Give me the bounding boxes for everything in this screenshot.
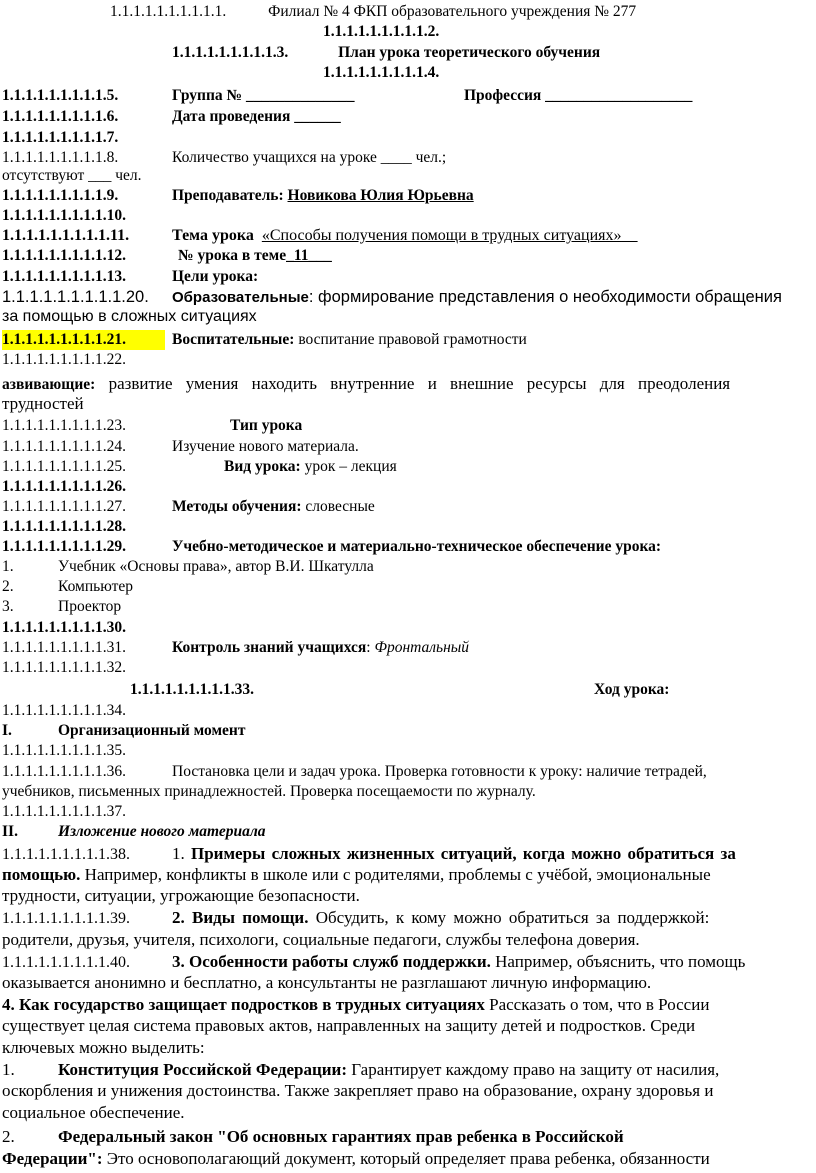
developmental-text-cont: трудностей [2, 394, 84, 413]
educational-text-cont: за помощью в сложных ситуациях [2, 308, 257, 325]
outline-number: 1.1.1.1.1.1.1.1.1.20. [2, 288, 149, 306]
outline-number: 1.1.1.1.1.1.1.1.1.13. [2, 268, 126, 285]
lesson-type-value-line [2, 437, 814, 457]
topic-line: 1.1.1.1.1.1.1.1.1.11. Тема урока «Способы получения помощи в трудных ситуациях»__ [2, 227, 638, 244]
outline-number: 1.1.1.1.1.1.1.1.1.26. [2, 478, 126, 495]
outline-number: 1.1.1.1.1.1.1.1.1.10. [2, 207, 126, 224]
outline-number: 1.1.1.1.1.1.1.1.1.22. [2, 351, 126, 368]
lesson-type-value: Изучение нового материала. [172, 438, 359, 455]
support-label: Учебно-методическое и материально-техническое обеспечение урока: [172, 538, 662, 555]
outline-number: 1.1.1.1.1.1.1.1.1.34. [2, 702, 126, 719]
list-heading: Конституция Российской Федерации: [58, 1060, 347, 1079]
list-number: 2. [2, 578, 14, 595]
list-number: 1. [2, 1060, 15, 1079]
stage-number: II. [2, 823, 18, 840]
outline-number: 1.1.1.1.1.1.1.1.1.21. [2, 330, 165, 350]
outline-number: 1.1.1.1.1.1.1.1.1.2. [323, 23, 440, 40]
list-text: Это основополагающий документ, который определяет права ребенка, обязанности [106, 1149, 710, 1168]
upbringing-line [2, 330, 814, 350]
paragraph-line [2, 908, 814, 929]
paragraph-heading: 3. Особенности работы служб поддержки. [172, 952, 491, 971]
paragraph-line [2, 995, 814, 1015]
stage-text-line [2, 762, 814, 782]
developmental-label: азвивающие: [2, 376, 96, 393]
list-text: Учебник «Основы права», автор В.И. Шкатулла [58, 558, 374, 575]
teacher-name: Новикова Юлия Юрьевна [287, 187, 474, 204]
date-line [2, 107, 814, 127]
outline-number: 1.1.1.1.1.1.1.1.1.40. [2, 954, 130, 971]
outline-number: 1.1.1.1.1.1.1.1.1.1. [110, 3, 227, 20]
stage-title: Организационный момент [58, 722, 246, 739]
list-item [2, 597, 814, 617]
goals-label: Цели урока: [172, 268, 259, 285]
plan-title: План урока теоретического обучения [338, 44, 601, 61]
control-label: Контроль знаний учащихся [172, 639, 367, 656]
outline-number: 1.1.1.1.1.1.1.1.1.6. [2, 108, 119, 125]
group-field: Группа № ______________ [172, 87, 355, 104]
outline-number: 1.1.1.1.1.1.1.1.1.37. [2, 803, 126, 820]
lesson-type-line [2, 416, 814, 436]
outline-number: 1.1.1.1.1.1.1.1.1.5. [2, 87, 119, 104]
outline-number: 1.1.1.1.1.1.1.1.1.8. [2, 149, 119, 166]
outline-number: 1.1.1.1.1.1.1.1.1.31. [2, 639, 126, 656]
control-colon: : [366, 639, 371, 656]
stage-title: Изложение нового материала [58, 823, 266, 840]
paragraph-text: Например, конфликты в школе или с родителями, проблемы с учёбой, эмоциональные [84, 865, 711, 884]
paragraph-text: ключевых можно выделить: [2, 1038, 205, 1057]
paragraph-text: оказывается анонимно и бесплатно, а консультанты не разглашают личную информацию. [2, 973, 652, 992]
list-text: социальное обеспечение. [2, 1103, 185, 1122]
outline-number: 1.1.1.1.1.1.1.1.1.27. [2, 498, 126, 515]
stage-text-cont: учебников, письменных принадлежностей. Проверка посещаемости по журналу. [2, 783, 536, 800]
methods-line [2, 497, 814, 517]
list-item [2, 1060, 814, 1080]
plan-title-line [172, 43, 814, 63]
list-heading: Федерации": [2, 1149, 103, 1168]
control-value: Фронтальный [374, 639, 470, 656]
educational-text: : формирование представления о необходимости обращения [308, 288, 782, 306]
outline-number: 1.1.1.1.1.1.1.1.1.3. [172, 44, 289, 61]
outline-number: 1.1.1.1.1.1.1.1.1.25. [2, 458, 126, 475]
paragraph-text: существует целая система правовых актов, направленных на защиту детей и подростков. Среди [2, 1016, 696, 1035]
students-line [2, 148, 814, 168]
stage-heading [2, 822, 814, 842]
paragraph-line [2, 865, 814, 885]
lesson-course-line [130, 680, 814, 700]
lesson-course-label: Ход урока: [594, 681, 670, 698]
list-number: 2. [2, 1127, 15, 1146]
list-item [2, 577, 814, 597]
list-item [2, 557, 814, 577]
topic-value: «Способы получения помощи в трудных ситуациях» [261, 227, 622, 244]
list-number: 3. [2, 598, 14, 615]
paragraph-heading: 2. Виды помощи. [172, 908, 309, 927]
outline-number: 1.1.1.1.1.1.1.1.1.36. [2, 763, 126, 780]
lesson-type-label: Тип урока [230, 417, 303, 434]
date-field: Дата проведения ______ [172, 108, 341, 125]
branch-name: Филиал № 4 ФКП образовательного учреждения № 277 [268, 3, 637, 20]
control-line [2, 638, 814, 658]
outline-number: 1.1.1.1.1.1.1.1.1.24. [2, 438, 126, 455]
outline-number: 1.1.1.1.1.1.1.1.1.9. [2, 187, 119, 204]
outline-number: 1.1.1.1.1.1.1.1.1.35. [2, 742, 126, 759]
outline-number: 1.1.1.1.1.1.1.1.1.32. [2, 659, 126, 676]
students-field: Количество учащихся на уроке ____ чел.; [172, 149, 447, 166]
outline-number: 1.1.1.1.1.1.1.1.1.28. [2, 518, 126, 535]
paragraph-text: Например, объяснить, что помощь [495, 952, 746, 971]
paragraph-text: родители, друзья, учителя, психологи, социальные педагоги, службы телефона доверия. [2, 930, 640, 949]
profession-field: Профессия ___________________ [464, 87, 693, 104]
lesson-num-value: 11 [293, 247, 309, 264]
outline-number: 1.1.1.1.1.1.1.1.1.23. [2, 417, 126, 434]
list-item [2, 1127, 814, 1147]
list-item [2, 1149, 814, 1169]
paragraph-text: Рассказать о том, что в России [489, 995, 710, 1014]
lesson-kind-line [2, 457, 814, 477]
group-line [2, 86, 814, 106]
paragraph-heading: Примеры сложных жизненных ситуаций, когда можно обратиться за [191, 844, 736, 863]
outline-number: 1.1.1.1.1.1.1.1.1.33. [130, 681, 254, 698]
list-text: Проектор [58, 598, 122, 615]
developmental-line [2, 374, 814, 395]
developmental-text: развитие умения находить внутренние и внешние ресурсы для преодоления [108, 374, 731, 393]
goals-line [2, 267, 814, 287]
outline-number: 1.1.1.1.1.1.1.1.1.30. [2, 619, 126, 636]
outline-number: 1.1.1.1.1.1.1.1.1.12. [2, 247, 126, 264]
topic-label: Тема урока [172, 227, 254, 244]
paragraph-number: 1. [172, 844, 185, 863]
paragraph-text: Обсудить, к кому можно обратиться за поддержкой: [315, 908, 710, 927]
stage-heading [2, 721, 814, 741]
upbringing-text: воспитание правовой грамотности [298, 331, 527, 348]
methods-value: словесные [305, 498, 375, 515]
outline-number: 1.1.1.1.1.1.1.1.1.4. [323, 64, 440, 81]
lesson-kind-label: Вид урока: [224, 458, 301, 475]
list-text: оскорбления и унижения достоинства. Также закрепляет право на образование, охрану здоровья и [2, 1081, 714, 1100]
list-heading: Федеральный закон "Об основных гарантиях прав ребенка в Российской [58, 1127, 624, 1146]
stage-text: Постановка цели и задач урока. Проверка готовности к уроку: наличие тетрадей, [172, 763, 707, 780]
paragraph-heading: 4. Как государство защищает подростков в трудных ситуациях [2, 995, 485, 1014]
absent-field: отсутствуют ___ чел. [2, 167, 142, 184]
educational-goal-line [2, 287, 814, 308]
stage-number: I. [2, 722, 12, 739]
paragraph-line [2, 952, 814, 973]
list-number: 1. [2, 558, 14, 575]
lesson-number-line: 1.1.1.1.1.1.1.1.1.12. № урока в теме_11___ [2, 247, 332, 264]
methods-label: Методы обучения: [172, 498, 302, 515]
paragraph-line [2, 844, 814, 865]
list-text: Компьютер [58, 578, 133, 595]
teacher-line [2, 186, 814, 206]
upbringing-label: Воспитательные: [172, 331, 295, 348]
header-line-1 [110, 2, 814, 22]
outline-number: 1.1.1.1.1.1.1.1.1.38. [2, 846, 130, 863]
outline-number: 1.1.1.1.1.1.1.1.1.39. [2, 910, 130, 927]
outline-number: 1.1.1.1.1.1.1.1.1.7. [2, 129, 119, 146]
lesson-num-label: № урока в теме [178, 247, 287, 264]
paragraph-text: трудности, ситуации, угрожающие безопасности. [2, 886, 360, 905]
educational-label: Образовательные [172, 289, 309, 306]
list-text: Гарантирует каждому право на защиту от насилия, [351, 1060, 720, 1079]
teacher-label: Преподаватель: [172, 187, 284, 204]
outline-number: 1.1.1.1.1.1.1.1.1.11. [2, 227, 130, 244]
outline-number: 1.1.1.1.1.1.1.1.1.29. [2, 538, 126, 555]
support-line [2, 537, 814, 557]
lesson-kind-value: урок – лекция [304, 458, 397, 475]
paragraph-heading: помощью. [2, 865, 81, 884]
